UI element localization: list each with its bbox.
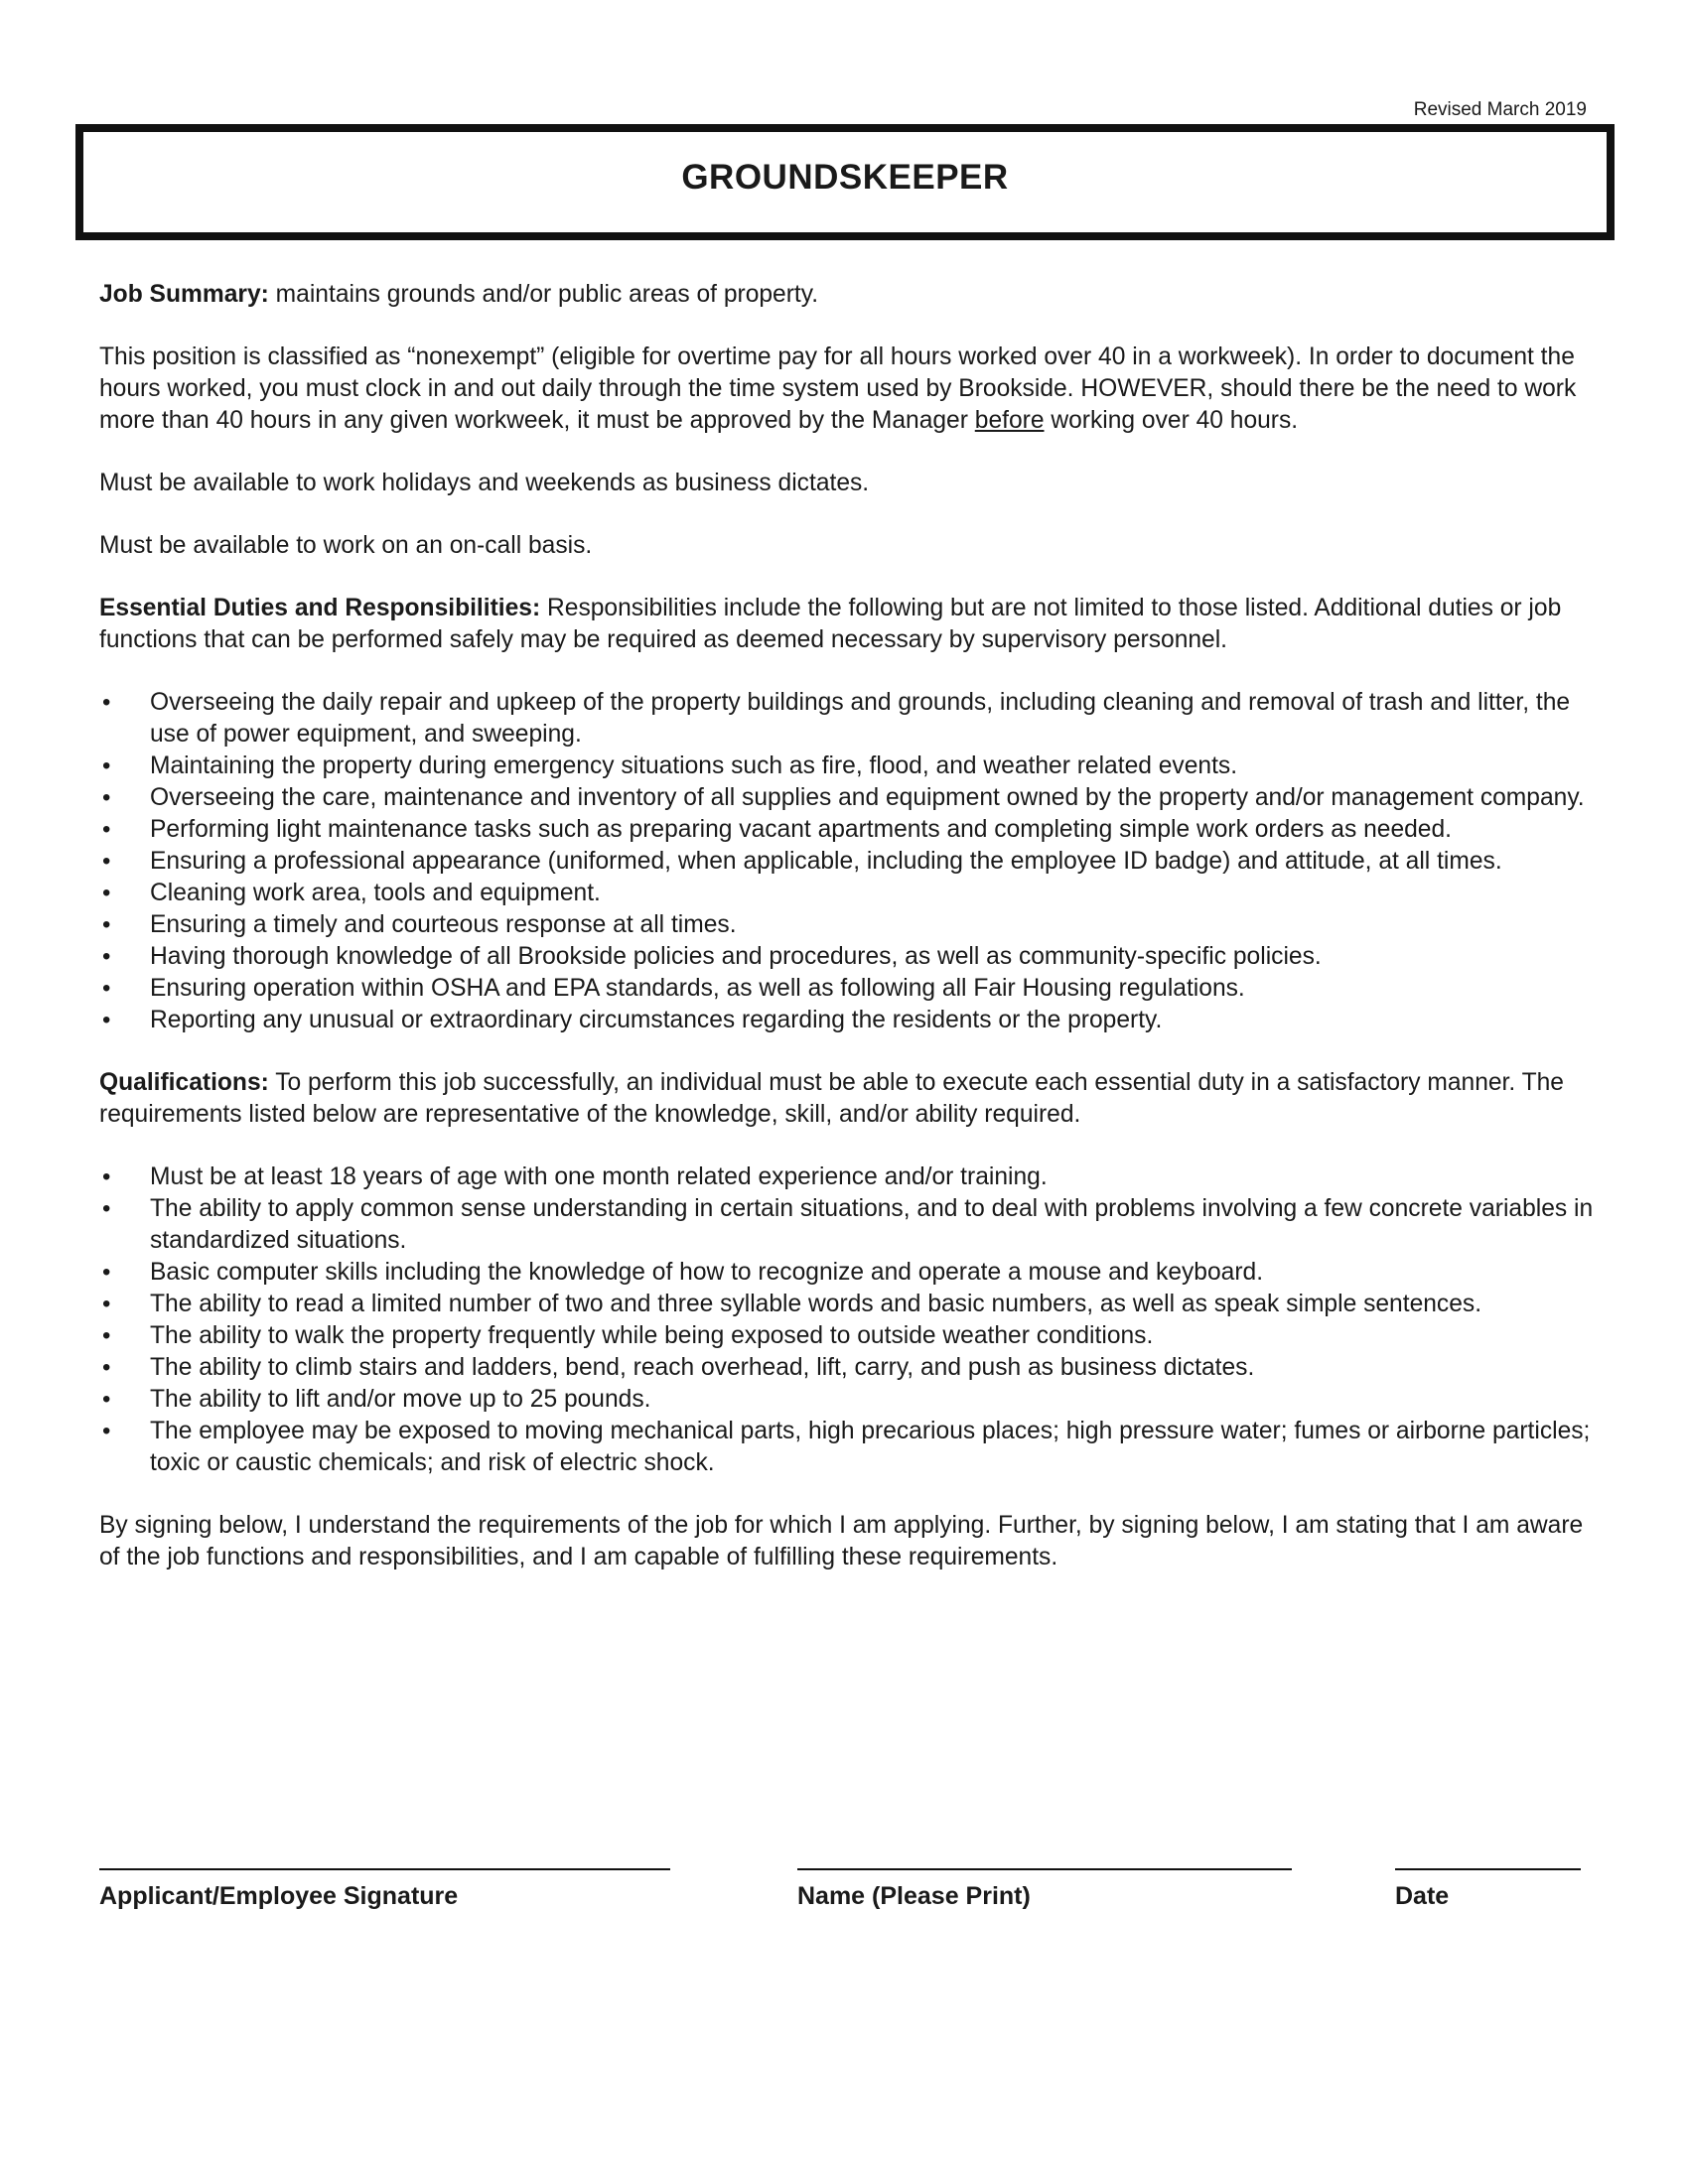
list-item-text: The ability to walk the property frequently while being exposed to outside weather conditions. [150,1322,1154,1349]
bullet-icon: • [102,848,111,875]
duties-label: Essential Duties and Responsibilities: [99,595,541,621]
availability-holidays-paragraph: Must be available to work holidays and weekends as business dictates. [99,470,870,496]
qualifications-intro-paragraph [99,1067,1594,1131]
bullet-icon: • [102,1322,111,1349]
duties-intro-text: Responsibilities include the following but are not limited to those listed. Additional duties or job functions that can be performed safely may be required as deemed necessary by supervisory personnel. [99,595,1562,653]
list-item [99,973,1594,1005]
classification-text-end: working over 40 hours. [1044,407,1299,434]
list-item-text: The employee may be exposed to moving mechanical parts, high precarious places; high pressure water; fumes or airborne particles; toxic or caustic chemicals; and risk of electric shock. [150,1418,1591,1476]
list-item-text: Ensuring operation within OSHA and EPA standards, as well as following all Fair Housing regulations. [150,975,1245,1002]
bullet-icon: • [102,752,111,779]
list-item [99,1384,1594,1416]
job-summary-paragraph [99,279,1594,311]
bullet-icon: • [102,784,111,811]
list-item-text: Cleaning work area, tools and equipment. [150,880,601,906]
list-item-text: Reporting any unusual or extraordinary circumstances regarding the residents or the property. [150,1007,1163,1033]
bullet-icon: • [102,1386,111,1413]
bullet-icon: • [102,1195,111,1222]
job-summary-text: maintains grounds and/or public areas of property. [268,281,819,308]
list-item-text: Must be at least 18 years of age with one month related experience and/or training. [150,1163,1048,1190]
list-item-text: The ability to apply common sense understanding in certain situations, and to deal with problems involving a few concrete variables in standardized situations. [150,1195,1594,1254]
availability-oncall-paragraph: Must be available to work on an on-call basis. [99,532,593,559]
list-item [99,1161,1594,1193]
list-item [99,751,1594,782]
list-item [99,909,1594,941]
duties-list [99,687,1594,1036]
document-body [99,279,1594,1604]
list-item [99,878,1594,909]
signature-lines [0,1868,1688,1870]
list-item [99,687,1594,751]
revision-date: Revised March 2019 [1413,99,1587,120]
classification-paragraph [99,341,1594,437]
title-box [75,124,1615,240]
bullet-icon: • [102,911,111,938]
bullet-icon: • [102,1418,111,1444]
job-summary-label: Job Summary: [99,281,269,308]
bullet-icon: • [102,880,111,906]
list-item-text: Performing light maintenance tasks such as preparing vacant apartments and completing simple work orders as needed. [150,816,1452,843]
list-item-text: Basic computer skills including the knowledge of how to recognize and operate a mouse and keyboard. [150,1259,1264,1286]
list-item-text: Overseeing the daily repair and upkeep of the property buildings and grounds, including cleaning and removal of trash and litter, the use of power equipment, and sweeping. [150,689,1571,748]
list-item [99,1193,1594,1257]
list-item [99,846,1594,878]
list-item-text: Overseeing the care, maintenance and inventory of all supplies and equipment owned by the property and/or management company. [150,784,1585,811]
before-underlined-text: before [974,407,1045,434]
bullet-icon: • [102,975,111,1002]
name-label: Name (Please Print) [797,1882,1031,1910]
list-item [99,1320,1594,1352]
signature-label: Applicant/Employee Signature [99,1882,459,1910]
list-item [99,1352,1594,1384]
bullet-icon: • [102,943,111,970]
list-item-text: The ability to read a limited number of two and three syllable words and basic numbers, as well as speak simple sentences. [150,1291,1482,1317]
bullet-icon: • [102,1007,111,1033]
bullet-icon: • [102,1354,111,1381]
list-item [99,1005,1594,1036]
list-item [99,1416,1594,1479]
list-item-text: The ability to lift and/or move up to 25 pounds. [150,1386,651,1413]
list-item [99,1289,1594,1320]
list-item [99,782,1594,814]
list-item-text: Maintaining the property during emergency situations such as fire, flood, and weather related events. [150,752,1238,779]
classification-text: This position is classified as “nonexempt” (eligible for overtime pay for all hours worked over 40 in a workweek). In order to document the hours worked, you must clock in and out daily through the time system used by Brookside. HOWEVER, should there be the need to work more than 40 hours in any given workweek, it must be approved by the Manager [99,343,1577,434]
list-item-text: Ensuring a timely and courteous response at all times. [150,911,737,938]
qualifications-label: Qualifications: [99,1069,269,1096]
date-line[interactable] [1395,1868,1581,1870]
bullet-icon: • [102,1163,111,1190]
list-item [99,1257,1594,1289]
duties-intro-paragraph [99,593,1594,656]
list-item-text: Having thorough knowledge of all Brookside policies and procedures, as well as community-specific policies. [150,943,1322,970]
qualifications-intro-text: To perform this job successfully, an individual must be able to execute each essential duty in a satisfactory manner. The requirements listed below are representative of the knowledge, skill, and/or ability required. [99,1069,1564,1128]
list-item [99,814,1594,846]
qualifications-list [99,1161,1594,1479]
list-item-text: The ability to climb stairs and ladders, bend, reach overhead, lift, carry, and push as business dictates. [150,1354,1255,1381]
name-line[interactable] [797,1868,1292,1870]
bullet-icon: • [102,689,111,716]
bullet-icon: • [102,816,111,843]
page-title: GROUNDSKEEPER [681,157,1009,197]
bullet-icon: • [102,1259,111,1286]
list-item [99,941,1594,973]
bullet-icon: • [102,1291,111,1317]
acknowledgement-paragraph: By signing below, I understand the requirements of the job for which I am applying. Further, by signing below, I am stating that I am aware of the job functions and responsibilities, and I am capable of fulfilling these requirements. [99,1512,1584,1570]
list-item-text: Ensuring a professional appearance (uniformed, when applicable, including the employee ID badge) and attitude, at all times. [150,848,1502,875]
date-label: Date [1395,1882,1450,1910]
signature-line[interactable] [99,1868,670,1870]
